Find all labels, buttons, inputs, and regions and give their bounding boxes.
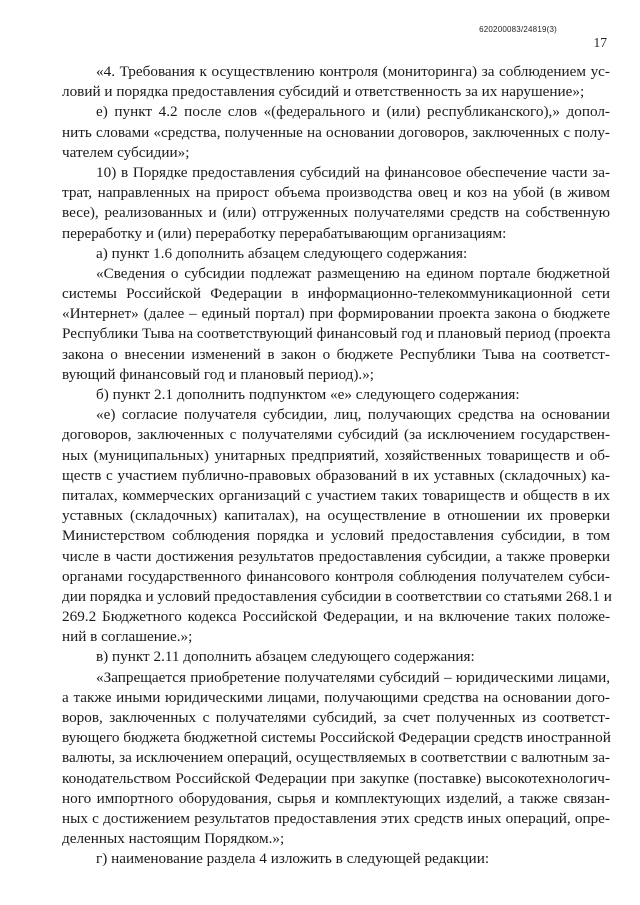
text-line: весе), реализованных и (или) отгруженных получателями средств на собственную	[62, 204, 610, 222]
text-line: трат, направленных на прирост объема производства овец и коз на убой (в живом	[62, 184, 610, 202]
text-line: ных с достижением результатов предоставления этих средств иных операций, опре-	[62, 809, 610, 827]
text-line: г) наименование раздела 4 изложить в следующей редакции:	[96, 850, 490, 868]
text-line: а также иными юридическими лицами, получающими средства на основании дого-	[62, 688, 610, 706]
text-line: «Сведения о субсидии подлежат размещению на едином портале бюджетной	[96, 264, 610, 282]
page-number: 17	[593, 35, 607, 50]
text-line: ных (муниципальных) унитарных предприятий, хозяйственных товариществ и об-	[62, 446, 610, 464]
text-line: числе в части достижения результатов предоставления субсидии, а также проверки	[62, 547, 610, 565]
text-line: «е) согласие получателя субсидии, лиц, получающих средства на основании	[96, 406, 610, 424]
text-line: ний в соглашение.»;	[62, 628, 193, 646]
text-line: чателем субсидии»;	[62, 143, 190, 161]
text-line: уставных (складочных) капиталах), на осуществление в отношении их проверки	[62, 507, 610, 525]
text-line: питалах, коммерческих организаций с участием таких товариществ и обществ в их	[62, 486, 610, 504]
text-line: «4. Требования к осуществлению контроля (мониторинга) за соблюдением ус-	[96, 63, 610, 80]
text-line: е) пункт 4.2 после слов «(федерального и (или) республиканского),» допол-	[96, 103, 610, 121]
text-line: конодательством Российской Федерации при закупке (поставке) высокотехнологич-	[62, 769, 610, 787]
text-line: валюты, за исключением операций, осуществляемых в соответствии с валютным за-	[62, 749, 610, 767]
text-line: Республики Тыва на соответствующий финансовый год и плановый период (проекта	[62, 325, 611, 343]
text-line: закона о внесении изменений в закон о бюджете Республики Тыва на соответст-	[62, 345, 610, 363]
text-line: в) пункт 2.11 дополнить абзацем следующего содержания:	[96, 648, 475, 666]
text-line: договоров, заключенных с получателями субсидий (за исключением государствен-	[62, 426, 610, 444]
text-line: органами государственного финансового контроля соблюдения получателем субси-	[62, 567, 610, 585]
text-line: «Интернет» (далее – единый портал) при формировании проекта закона о бюджете	[62, 305, 610, 323]
text-line: 10) в Порядке предоставления субсидий на финансовое обеспечение части за-	[96, 163, 610, 181]
text-line: Министерством соблюдения порядка и условий предоставления субсидии, в том	[62, 527, 610, 545]
text-line: переработку и (или) переработку перерабатывающим организациям:	[62, 224, 507, 242]
text-line: 269.2 Бюджетного кодекса Российской Федерации, и на включение таких положе-	[62, 608, 610, 626]
text-line: дии порядка и условий предоставления субсидии в соответствии со статьями 268.1 и	[62, 587, 612, 605]
text-line: деленных настоящим Порядком.»;	[62, 830, 285, 848]
text-line: ного импортного оборудования, сырья и комплектующих изделий, а также связан-	[62, 789, 610, 807]
text-line: ловий и порядка предоставления субсидий и ответственность за их нарушение»;	[62, 83, 585, 101]
text-line: б) пункт 2.1 дополнить подпунктом «е» следующего содержания:	[96, 386, 520, 403]
text-line: нить словами «средства, полученные на основании договоров, заключенных с полу-	[62, 123, 610, 141]
document-code: 620200083/24819(3)	[479, 25, 557, 34]
text-line: ществ с участием публично-правовых образований в их уставных (складочных) ка-	[62, 466, 610, 484]
text-line: воров, заключенных с получателями субсидий, за счет полученных из соответст-	[62, 709, 610, 726]
document-body	[62, 62, 610, 870]
text-line: «Запрещается приобретение получателями субсидий – юридическими лицами,	[96, 668, 610, 686]
text-line: вующий финансовый год и плановый период).»;	[62, 365, 375, 383]
text-line: системы Российской Федерации в информационно-телекоммуникационной сети	[62, 285, 610, 303]
text-line: вующего бюджета бюджетной системы Российской Федерации средств иностранной	[62, 729, 611, 747]
text-line: а) пункт 1.6 дополнить абзацем следующего содержания:	[96, 244, 468, 262]
